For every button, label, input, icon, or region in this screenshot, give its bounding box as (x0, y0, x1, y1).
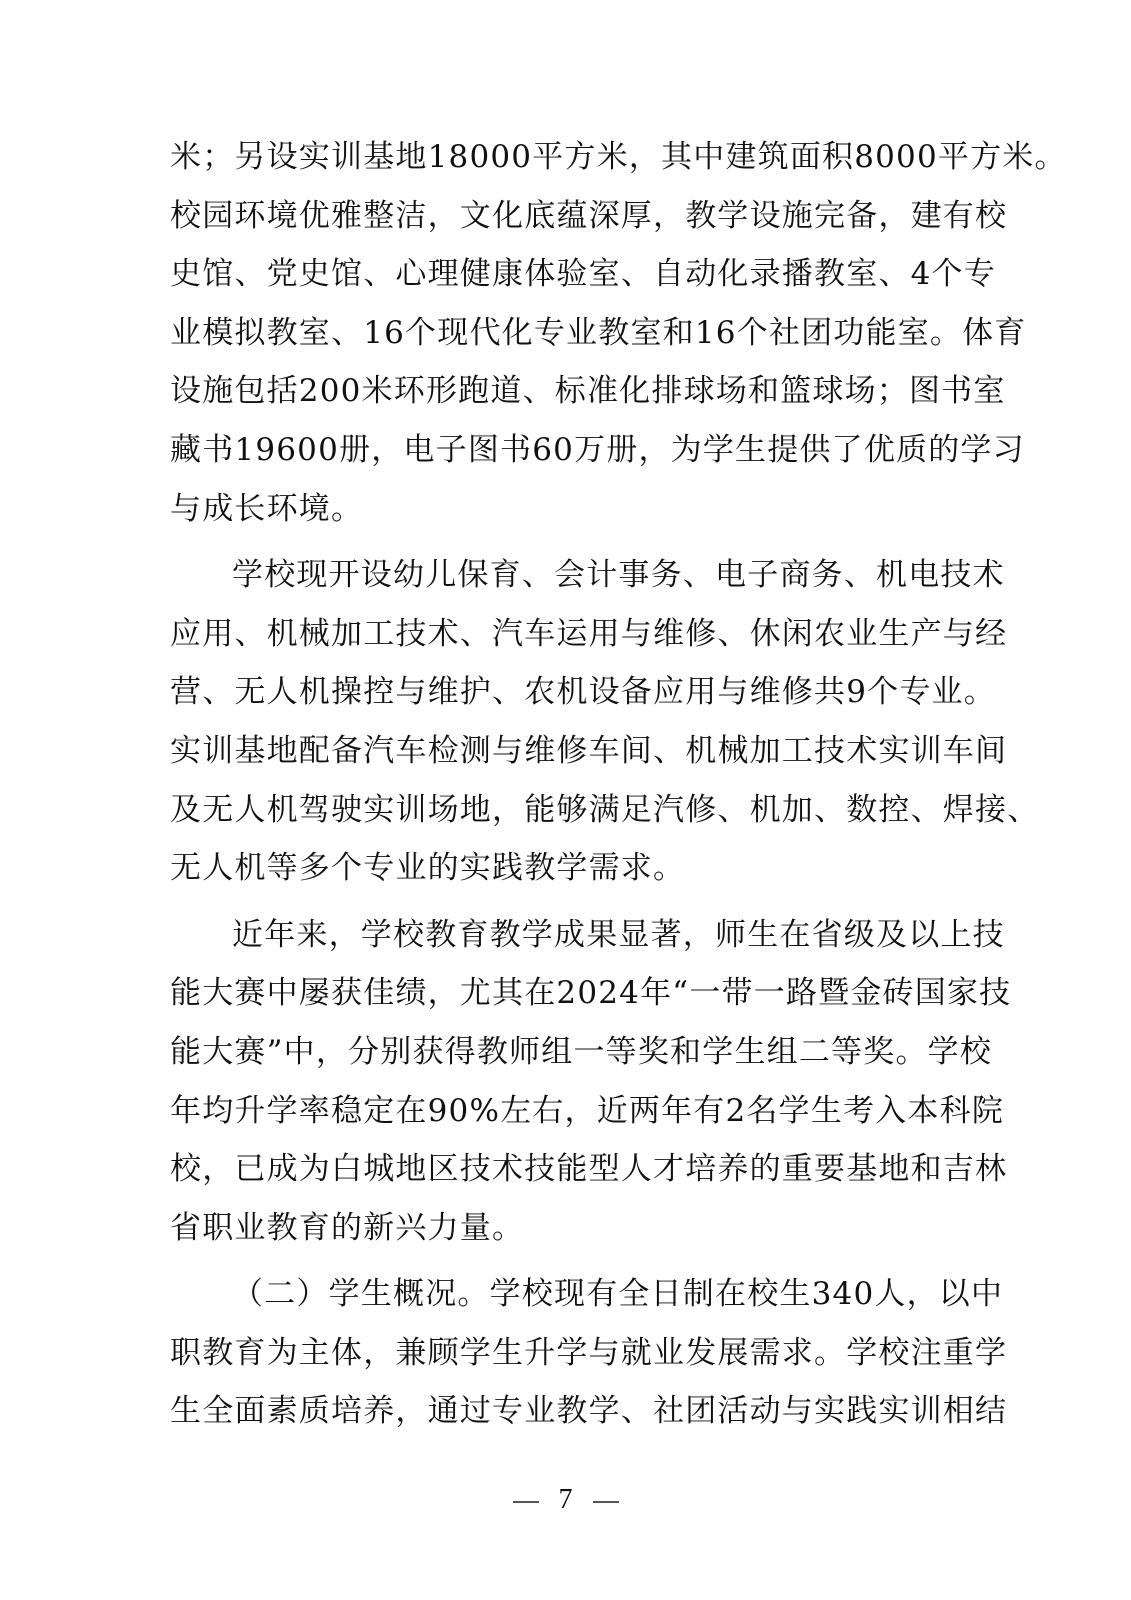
paragraph-majors (170, 546, 1040, 898)
text-line: 与成长环境。 (170, 490, 364, 527)
dash-left (513, 1501, 539, 1503)
text-line: 设施包括200米环形跑道、标准化排球场和篮球场；图书室 (170, 373, 1006, 410)
text-line: 实训基地配备汽车检测与维修车间、机械加工技术实训车间 (170, 732, 1008, 769)
paragraph-facilities (170, 128, 1067, 538)
text-line: 能大赛”中，分别获得教师组一等奖和学生组二等奖。学校 (170, 1033, 993, 1070)
text-line: 米；另设实训基地18000平方米，其中建筑面积8000平方米。 (170, 139, 1067, 175)
text-line: 藏书19600册，电子图书60万册，为学生提供了优质的学习 (170, 431, 1025, 468)
text-line: 营、无人机操控与维护、农机设备应用与维修共9个专业。 (170, 674, 996, 711)
text-line: 校，已成为白城地区技术技能型人才培养的重要基地和吉林 (170, 1151, 1008, 1188)
text-line: 年均升学率稳定在90%左右，近两年有2名学生考入本科院 (170, 1092, 1005, 1129)
text-line: 及无人机驾驶实训场地，能够满足汽修、机加、数控、焊接、 (170, 791, 1040, 828)
text-line: 应用、机械加工技术、汽车运用与维修、休闲农业生产与经 (170, 615, 1008, 652)
paragraph-spacer (170, 898, 946, 906)
text-line: 业模拟教室、16个现代化专业教室和16个社团功能室。体育 (170, 314, 1027, 351)
text-line: 职教育为主体，兼顾学生升学与就业发展需求。学校注重学 (170, 1334, 1008, 1371)
text-line: 学校现开设幼儿保育、会计事务、电子商务、机电技术 (232, 557, 1005, 594)
page-footer (0, 1484, 1131, 1516)
dash-right (593, 1501, 619, 1503)
text-line: 能大赛中屡获佳绩，尤其在2024年“一带一路暨金砖国家技 (170, 975, 1012, 1012)
paragraph-spacer (170, 538, 946, 546)
document-body (170, 128, 1067, 1441)
text-line: 生全面素质培养，通过专业教学、社团活动与实践实训相结 (170, 1393, 1008, 1430)
paragraph-spacer (170, 1257, 946, 1265)
page-number: 7 (558, 1484, 573, 1515)
text-line: （二）学生概况。学校现有全日制在校生340人，以中 (232, 1276, 1004, 1313)
text-line: 近年来，学校教育教学成果显著，师生在省级及以上技 (232, 916, 1005, 953)
paragraph-student-overview (170, 1265, 1008, 1441)
text-line: 史馆、党史馆、心理健康体验室、自动化录播教室、4个专 (170, 256, 996, 293)
paragraph-achievements (170, 906, 1012, 1258)
text-line: 无人机等多个专业的实践教学需求。 (170, 850, 686, 887)
text-line: 校园环境优雅整洁，文化底蕴深厚，教学设施完备，建有校 (170, 197, 1008, 234)
text-line: 省职业教育的新兴力量。 (170, 1209, 525, 1246)
